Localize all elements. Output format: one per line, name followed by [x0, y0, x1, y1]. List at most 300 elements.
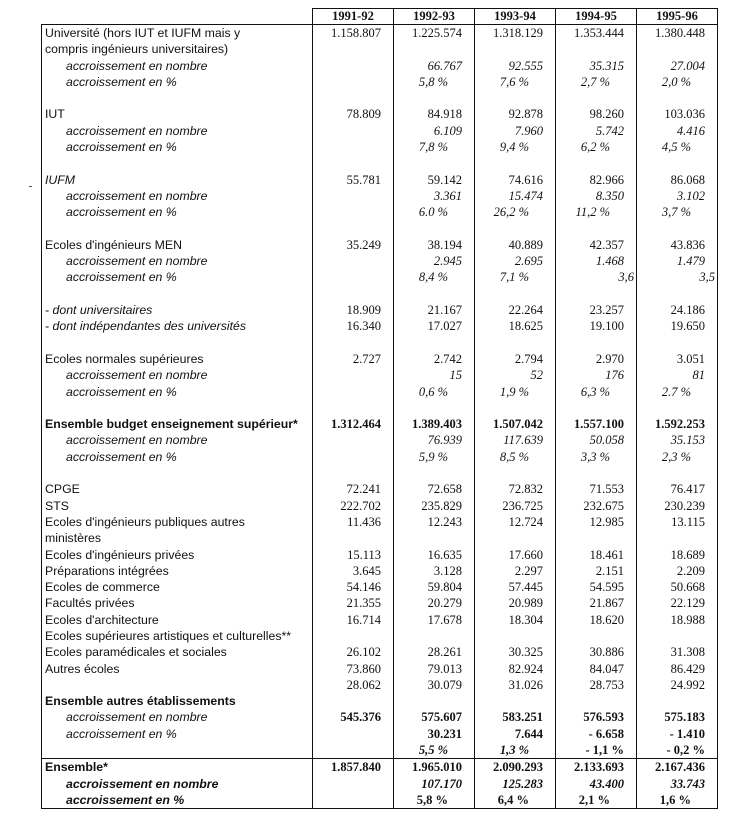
- cell-value: 43.400: [556, 776, 637, 792]
- cell-value: [556, 400, 637, 416]
- cell-value: 24.186: [637, 302, 718, 318]
- cell-value: 66.767: [394, 58, 475, 74]
- cell-value: 42.357: [556, 237, 637, 253]
- cell-value: 15: [394, 367, 475, 383]
- cell-value: 16.635: [394, 547, 475, 563]
- cell-value: 54.595: [556, 579, 637, 595]
- cell-value: 31.308: [637, 644, 718, 660]
- cell-value: 27.004: [637, 58, 718, 74]
- cell-value: 7,1 %: [475, 269, 556, 285]
- cell-value: 2.167.436: [637, 759, 718, 776]
- cell-value: [637, 465, 718, 481]
- cell-value: [313, 74, 394, 90]
- cell-value: - 0,2 %: [637, 742, 718, 759]
- cell-value: 2.695: [475, 253, 556, 269]
- cell-value: [475, 286, 556, 302]
- cell-value: 17.660: [475, 547, 556, 563]
- enrollment-table-container: [41, 8, 718, 809]
- cell-value: 2.970: [556, 351, 637, 367]
- cell-value: [394, 530, 475, 546]
- table-row: [42, 25, 718, 42]
- cell-value: 19.650: [637, 318, 718, 334]
- cell-value: 84.918: [394, 106, 475, 122]
- table-row: [42, 726, 718, 742]
- cell-value: 1,3 %: [475, 742, 556, 759]
- cell-value: [313, 726, 394, 742]
- cell-value: 86.429: [637, 661, 718, 677]
- cell-value: 30.886: [556, 644, 637, 660]
- cell-value: [556, 155, 637, 171]
- spacer-row: [42, 465, 718, 481]
- cell-value: 59.142: [394, 172, 475, 188]
- cell-value: [313, 41, 394, 57]
- table-row: [42, 416, 718, 432]
- cell-value: 2,1 %: [556, 792, 637, 809]
- row-label: Ecoles d'ingénieurs privées: [42, 547, 313, 563]
- cell-value: 19.100: [556, 318, 637, 334]
- table-row: [42, 58, 718, 74]
- cell-value: [637, 693, 718, 709]
- cell-value: 17.678: [394, 612, 475, 628]
- cell-value: 222.702: [313, 498, 394, 514]
- row-label: accroissement en %: [42, 726, 313, 742]
- cell-value: 1.965.010: [394, 759, 475, 776]
- cell-value: [394, 41, 475, 57]
- cell-value: 30.231: [394, 726, 475, 742]
- table-row: [42, 318, 718, 334]
- cell-value: - 6.658: [556, 726, 637, 742]
- cell-value: 76.417: [637, 481, 718, 497]
- cell-value: 7,8 %: [394, 139, 475, 155]
- cell-value: 43.836: [637, 237, 718, 253]
- cell-value: [313, 139, 394, 155]
- cell-value: 50.668: [637, 579, 718, 595]
- row-label: Préparations intégrées: [42, 563, 313, 579]
- cell-value: 21.355: [313, 595, 394, 611]
- cell-value: [313, 530, 394, 546]
- cell-value: 1,6 %: [637, 792, 718, 809]
- cell-value: [475, 221, 556, 237]
- cell-value: 35.153: [637, 432, 718, 448]
- cell-value: [637, 286, 718, 302]
- cell-value: 3.361: [394, 188, 475, 204]
- cell-value: [475, 530, 556, 546]
- table-row: [42, 776, 718, 792]
- row-label: Ecoles normales supérieures: [42, 351, 313, 367]
- row-label: Université (hors IUT et IUFM mais y: [42, 25, 313, 42]
- cell-value: 1.158.807: [313, 25, 394, 42]
- cell-value: [394, 90, 475, 106]
- cell-value: 81: [637, 367, 718, 383]
- table-row: [42, 547, 718, 563]
- row-label: IUFM: [42, 172, 313, 188]
- row-label: accroissement en %: [42, 792, 313, 809]
- row-label: accroissement en nombre: [42, 253, 313, 269]
- cell-value: 12.243: [394, 514, 475, 530]
- cell-value: 125.283: [475, 776, 556, 792]
- cell-value: [394, 221, 475, 237]
- cell-value: 4.416: [637, 123, 718, 139]
- year-header: 1991-92: [313, 9, 394, 25]
- cell-value: [313, 204, 394, 220]
- row-label: [42, 155, 313, 171]
- cell-value: 52: [475, 367, 556, 383]
- cell-value: [556, 530, 637, 546]
- cell-value: 107.170: [394, 776, 475, 792]
- cell-value: [313, 449, 394, 465]
- cell-value: 0,6 %: [394, 384, 475, 400]
- cell-value: 1.389.403: [394, 416, 475, 432]
- cell-value: 84.047: [556, 661, 637, 677]
- cell-value: [637, 628, 718, 644]
- cell-value: 3,5: [637, 269, 718, 285]
- cell-value: 59.804: [394, 579, 475, 595]
- row-label: - dont universitaires: [42, 302, 313, 318]
- row-label: CPGE: [42, 481, 313, 497]
- row-label: accroissement en nombre: [42, 432, 313, 448]
- cell-value: 35.249: [313, 237, 394, 253]
- row-label: [42, 221, 313, 237]
- row-label: [42, 90, 313, 106]
- cell-value: 18.689: [637, 547, 718, 563]
- row-label: Ecoles supérieures artistiques et culturelles**: [42, 628, 313, 644]
- row-label: accroissement en %: [42, 139, 313, 155]
- year-header: 1995-96: [637, 9, 718, 25]
- cell-value: 2.209: [637, 563, 718, 579]
- cell-value: [556, 465, 637, 481]
- row-label: accroissement en %: [42, 269, 313, 285]
- cell-value: 78.809: [313, 106, 394, 122]
- cell-value: 6,2 %: [556, 139, 637, 155]
- cell-value: [475, 41, 556, 57]
- cell-value: [313, 90, 394, 106]
- spacer-row: [42, 335, 718, 351]
- row-label: STS: [42, 498, 313, 514]
- cell-value: 28.261: [394, 644, 475, 660]
- cell-value: 1.318.129: [475, 25, 556, 42]
- cell-value: 2.7 %: [637, 384, 718, 400]
- cell-value: [475, 335, 556, 351]
- cell-value: 1.592.253: [637, 416, 718, 432]
- table-row: [42, 367, 718, 383]
- cell-value: 15.474: [475, 188, 556, 204]
- cell-value: 21.167: [394, 302, 475, 318]
- cell-value: [637, 530, 718, 546]
- cell-value: 16.340: [313, 318, 394, 334]
- spacer-row: [42, 221, 718, 237]
- table-row: [42, 498, 718, 514]
- cell-value: 20.279: [394, 595, 475, 611]
- cell-value: 18.620: [556, 612, 637, 628]
- row-label: Ecoles de commerce: [42, 579, 313, 595]
- cell-value: 8,4 %: [394, 269, 475, 285]
- table-row: [42, 709, 718, 725]
- row-label: [42, 465, 313, 481]
- cell-value: 576.593: [556, 709, 637, 725]
- cell-value: 2,3 %: [637, 449, 718, 465]
- cell-value: 5,8 %: [394, 74, 475, 90]
- table-row: [42, 74, 718, 90]
- cell-value: 6,4 %: [475, 792, 556, 809]
- cell-value: 11.436: [313, 514, 394, 530]
- cell-value: [313, 400, 394, 416]
- table-row: [42, 302, 718, 318]
- cell-value: 2.945: [394, 253, 475, 269]
- cell-value: 103.036: [637, 106, 718, 122]
- cell-value: 583.251: [475, 709, 556, 725]
- cell-value: 82.924: [475, 661, 556, 677]
- cell-value: 3.645: [313, 563, 394, 579]
- cell-value: 79.013: [394, 661, 475, 677]
- row-label: accroissement en nombre: [42, 123, 313, 139]
- cell-value: [313, 253, 394, 269]
- row-label: Ensemble*: [42, 759, 313, 776]
- cell-value: 18.988: [637, 612, 718, 628]
- cell-value: 16.714: [313, 612, 394, 628]
- cell-value: [313, 221, 394, 237]
- cell-value: 72.832: [475, 481, 556, 497]
- cell-value: 3.051: [637, 351, 718, 367]
- cell-value: [313, 188, 394, 204]
- cell-value: 230.239: [637, 498, 718, 514]
- table-row: [42, 792, 718, 809]
- row-label: Ecoles d'ingénieurs publiques autres: [42, 514, 313, 530]
- cell-value: 575.183: [637, 709, 718, 725]
- table-row: [42, 384, 718, 400]
- cell-value: 38.194: [394, 237, 475, 253]
- cell-value: 22.264: [475, 302, 556, 318]
- row-label: Autres écoles: [42, 661, 313, 677]
- row-label: Ecoles d'ingénieurs MEN: [42, 237, 313, 253]
- cell-value: 28.753: [556, 677, 637, 693]
- cell-value: 1.857.840: [313, 759, 394, 776]
- cell-value: 2.297: [475, 563, 556, 579]
- cell-value: 2,0 %: [637, 74, 718, 90]
- cell-value: [313, 693, 394, 709]
- cell-value: [394, 693, 475, 709]
- table-row: [42, 579, 718, 595]
- row-label: accroissement en %: [42, 449, 313, 465]
- cell-value: 6.109: [394, 123, 475, 139]
- cell-value: 92.555: [475, 58, 556, 74]
- cell-value: 33.743: [637, 776, 718, 792]
- cell-value: [313, 628, 394, 644]
- cell-value: [637, 90, 718, 106]
- cell-value: 5,9 %: [394, 449, 475, 465]
- cell-value: 2.727: [313, 351, 394, 367]
- cell-value: 4,5 %: [637, 139, 718, 155]
- cell-value: 2.151: [556, 563, 637, 579]
- cell-value: 5,8 %: [394, 792, 475, 809]
- cell-value: [637, 155, 718, 171]
- cell-value: 2.742: [394, 351, 475, 367]
- cell-value: [313, 286, 394, 302]
- table-row: [42, 677, 718, 693]
- cell-value: [556, 90, 637, 106]
- row-label: - dont indépendantes des universités: [42, 318, 313, 334]
- cell-value: - 1,1 %: [556, 742, 637, 759]
- cell-value: 72.241: [313, 481, 394, 497]
- cell-value: 40.889: [475, 237, 556, 253]
- cell-value: 1.468: [556, 253, 637, 269]
- cell-value: [637, 400, 718, 416]
- cell-value: 2.794: [475, 351, 556, 367]
- cell-value: [394, 155, 475, 171]
- cell-value: [313, 58, 394, 74]
- row-label: [42, 742, 313, 759]
- year-header: 1994-95: [556, 9, 637, 25]
- table-row: [42, 139, 718, 155]
- table-row: [42, 188, 718, 204]
- table-row: [42, 514, 718, 530]
- cell-value: 8.350: [556, 188, 637, 204]
- row-label: [42, 400, 313, 416]
- spacer-row: [42, 90, 718, 106]
- cell-value: 1.557.100: [556, 416, 637, 432]
- year-header: 1992-93: [394, 9, 475, 25]
- cell-value: [637, 335, 718, 351]
- header-blank: [42, 9, 313, 25]
- cell-value: 117.639: [475, 432, 556, 448]
- cell-value: 2.090.293: [475, 759, 556, 776]
- cell-value: 30.325: [475, 644, 556, 660]
- cell-value: 17.027: [394, 318, 475, 334]
- cell-value: 26.102: [313, 644, 394, 660]
- cell-value: 30.079: [394, 677, 475, 693]
- year-header: 1993-94: [475, 9, 556, 25]
- cell-value: 1.479: [637, 253, 718, 269]
- table-row: [42, 253, 718, 269]
- cell-value: 545.376: [313, 709, 394, 725]
- cell-value: 76.939: [394, 432, 475, 448]
- cell-value: 23.257: [556, 302, 637, 318]
- cell-value: [394, 465, 475, 481]
- table-row: [42, 644, 718, 660]
- cell-value: 1.380.448: [637, 25, 718, 42]
- row-label: [42, 335, 313, 351]
- cell-value: 82.966: [556, 172, 637, 188]
- cell-value: 98.260: [556, 106, 637, 122]
- cell-value: [313, 792, 394, 809]
- cell-value: 22.129: [637, 595, 718, 611]
- row-label: Ensemble budget enseignement supérieur*: [42, 416, 313, 432]
- cell-value: 12.985: [556, 514, 637, 530]
- spacer-row: [42, 155, 718, 171]
- table-row: [42, 661, 718, 677]
- cell-value: [394, 628, 475, 644]
- table-row: [42, 693, 718, 709]
- table-row: [42, 106, 718, 122]
- cell-value: 6.0 %: [394, 204, 475, 220]
- cell-value: [475, 155, 556, 171]
- spacer-row: [42, 400, 718, 416]
- cell-value: [475, 693, 556, 709]
- cell-value: 232.675: [556, 498, 637, 514]
- cell-value: 55.781: [313, 172, 394, 188]
- table-row: [42, 204, 718, 220]
- cell-value: 18.461: [556, 547, 637, 563]
- row-label: accroissement en %: [42, 74, 313, 90]
- cell-value: [313, 384, 394, 400]
- row-label: Ensemble autres établissements: [42, 693, 313, 709]
- cell-value: 236.725: [475, 498, 556, 514]
- cell-value: 575.607: [394, 709, 475, 725]
- row-label: Facultés privées: [42, 595, 313, 611]
- table-body: [42, 25, 718, 809]
- cell-value: [475, 628, 556, 644]
- cell-value: 3.128: [394, 563, 475, 579]
- row-label: IUT: [42, 106, 313, 122]
- cell-value: 21.867: [556, 595, 637, 611]
- cell-value: [475, 400, 556, 416]
- cell-value: 72.658: [394, 481, 475, 497]
- row-label: accroissement en %: [42, 384, 313, 400]
- cell-value: 235.829: [394, 498, 475, 514]
- table-row: [42, 742, 718, 759]
- cell-value: 50.058: [556, 432, 637, 448]
- cell-value: [475, 90, 556, 106]
- table-row: [42, 481, 718, 497]
- cell-value: [637, 221, 718, 237]
- table-row: [42, 628, 718, 644]
- cell-value: 2.133.693: [556, 759, 637, 776]
- cell-value: [313, 123, 394, 139]
- cell-value: 13.115: [637, 514, 718, 530]
- cell-value: 1.225.574: [394, 25, 475, 42]
- row-label: accroissement en nombre: [42, 776, 313, 792]
- cell-value: 35.315: [556, 58, 637, 74]
- cell-value: 15.113: [313, 547, 394, 563]
- cell-value: 1.507.042: [475, 416, 556, 432]
- spacer-row: [42, 286, 718, 302]
- cell-value: [556, 335, 637, 351]
- cell-value: 71.553: [556, 481, 637, 497]
- table-row: [42, 563, 718, 579]
- enrollment-table: [41, 8, 718, 809]
- cell-value: [556, 41, 637, 57]
- cell-value: 1.353.444: [556, 25, 637, 42]
- cell-value: [394, 335, 475, 351]
- cell-value: [637, 41, 718, 57]
- cell-value: 18.625: [475, 318, 556, 334]
- row-label: compris ingénieurs universitaires): [42, 41, 313, 57]
- table-row: [42, 269, 718, 285]
- cell-value: [313, 742, 394, 759]
- cell-value: 1.312.464: [313, 416, 394, 432]
- cell-value: 54.146: [313, 579, 394, 595]
- cell-value: 18.909: [313, 302, 394, 318]
- table-row: [42, 237, 718, 253]
- cell-value: [313, 432, 394, 448]
- cell-value: [313, 465, 394, 481]
- cell-value: 74.616: [475, 172, 556, 188]
- row-label: [42, 286, 313, 302]
- cell-value: 73.860: [313, 661, 394, 677]
- cell-value: 7.644: [475, 726, 556, 742]
- cell-value: 24.992: [637, 677, 718, 693]
- cell-value: 28.062: [313, 677, 394, 693]
- cell-value: 7.960: [475, 123, 556, 139]
- cell-value: 7,6 %: [475, 74, 556, 90]
- cell-value: 20.989: [475, 595, 556, 611]
- row-label: accroissement en nombre: [42, 188, 313, 204]
- table-row: [42, 172, 718, 188]
- table-row: [42, 41, 718, 57]
- cell-value: - 1.410: [637, 726, 718, 742]
- cell-value: 8,5 %: [475, 449, 556, 465]
- cell-value: 86.068: [637, 172, 718, 188]
- cell-value: [475, 465, 556, 481]
